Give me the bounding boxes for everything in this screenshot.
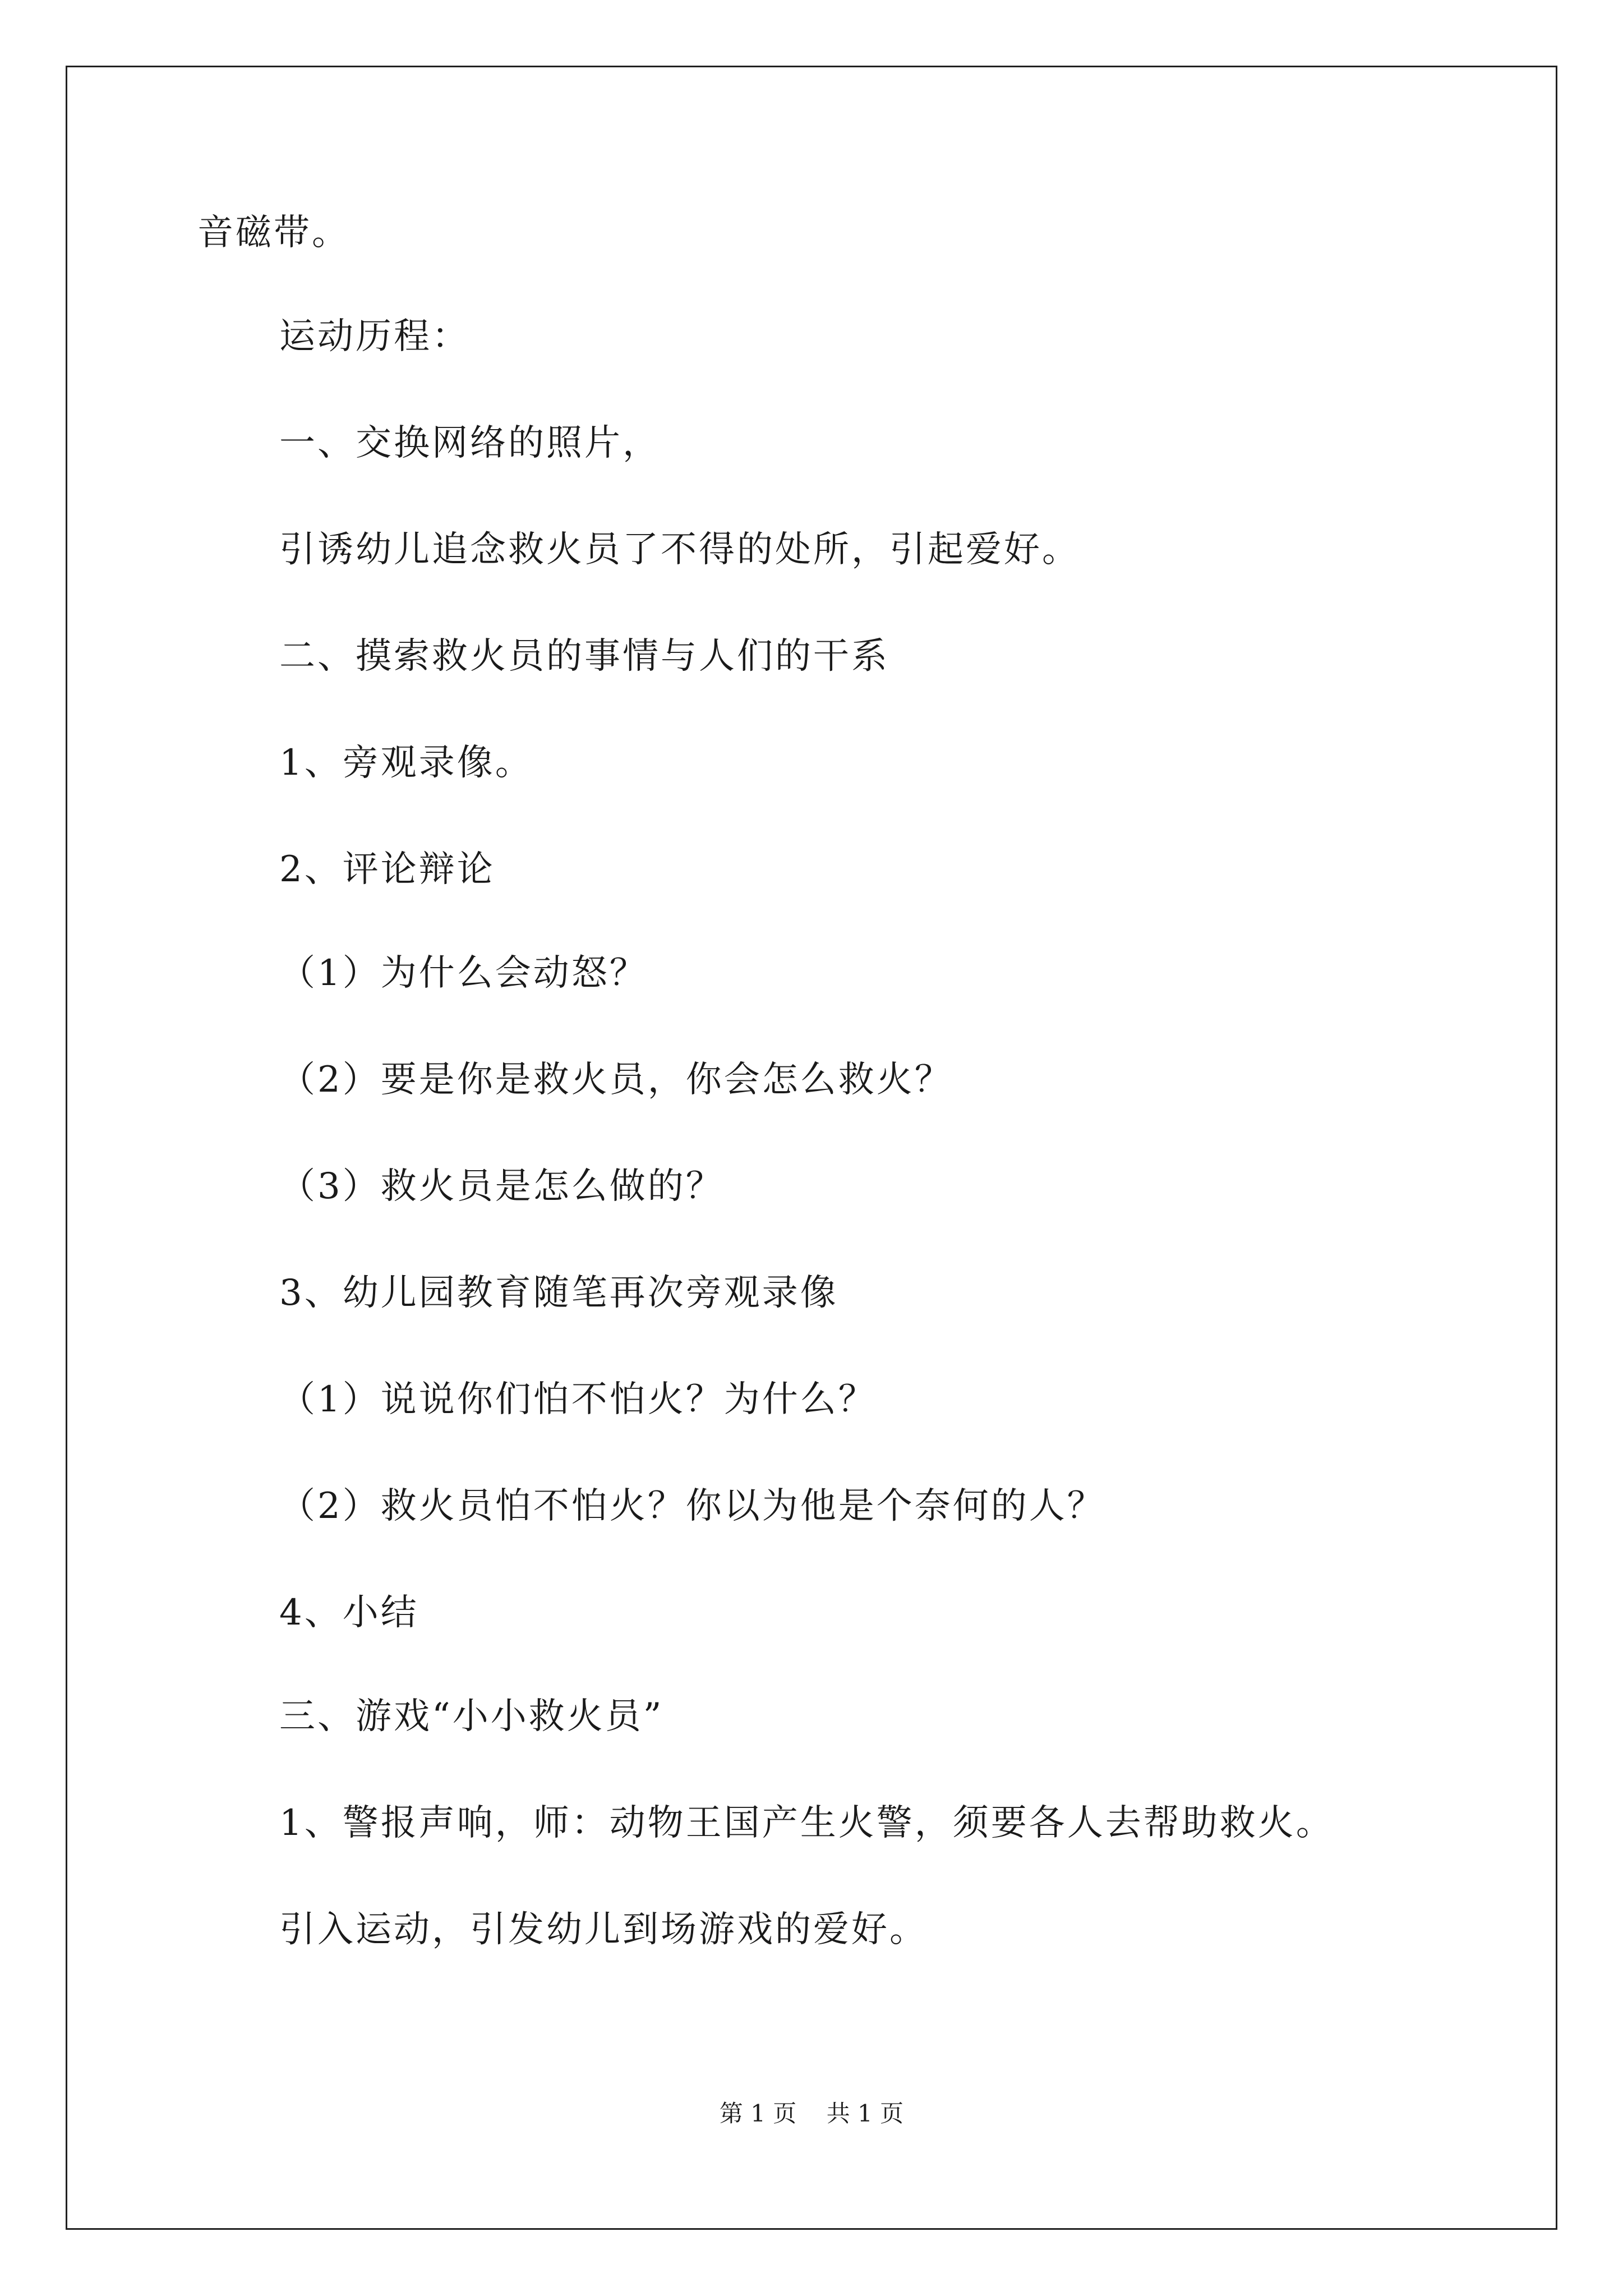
- text-line: （3）救火员是怎么做的？: [279, 1166, 724, 1207]
- text-line: （1）为什么会动怒？: [279, 953, 648, 994]
- text-line: 三、游戏“小小救火员”: [279, 1696, 664, 1737]
- text-line: 运动历程：: [279, 316, 470, 357]
- text-line: 2、评论辩论: [279, 849, 495, 890]
- text-line: 一、交换网络的照片，: [279, 422, 661, 464]
- text-line: 3、幼儿园教育随笔再次旁观录像: [279, 1272, 838, 1314]
- text-line: 音磁带。: [197, 212, 350, 254]
- text-line: （2）救火员怕不怕火？你以为他是个奈何的人？: [279, 1485, 1105, 1527]
- text-line: 1、旁观录像。: [279, 742, 533, 784]
- page-number-footer: 第 1 页 共 1 页: [719, 2100, 904, 2127]
- text-line: 1、警报声响，师：动物王国产生火警，须要各人去帮助救火。: [279, 1802, 1334, 1844]
- text-line: （2）要是你是救火员，你会怎么救火？: [279, 1059, 953, 1101]
- text-line: 引诱幼儿追念救火员了不得的处所，引起爱好。: [279, 529, 1080, 570]
- text-line: （1）说说你们怕不怕火？为什么？: [279, 1379, 877, 1420]
- text-line: 二、摸索救火员的事情与人们的干系: [279, 636, 889, 677]
- text-line: 4、小结: [279, 1592, 419, 1634]
- text-line: 引入运动，引发幼儿到场游戏的爱好。: [279, 1909, 928, 1950]
